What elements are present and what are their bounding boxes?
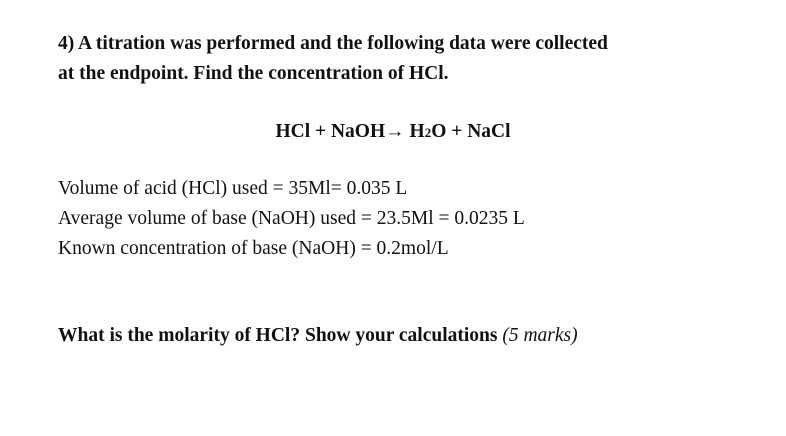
equation-product-water: H2O + NaCl [409,121,511,142]
given-base-volume: Average volume of base (NaOH) used = 23.5Ml = 0.0235 L [58,208,525,229]
question-prompt [58,326,578,346]
question-line-2: at the endpoint. Find the concentration of HCl. [58,63,449,84]
marks-label: (5 marks) [502,325,578,346]
equation-reactants: HCl + NaOH [275,121,386,142]
question-line-1: 4) A titration was performed and the following data were collected [58,33,608,54]
prompt-text: What is the molarity of HCl? Show your calculations [58,325,503,346]
given-acid-volume: Volume of acid (HCl) used = 35Ml= 0.035 L [58,178,408,199]
chemical-equation [0,122,786,142]
given-base-concentration: Known concentration of base (NaOH) = 0.2mol/L [58,238,449,259]
equation-arrow: → [385,121,410,142]
